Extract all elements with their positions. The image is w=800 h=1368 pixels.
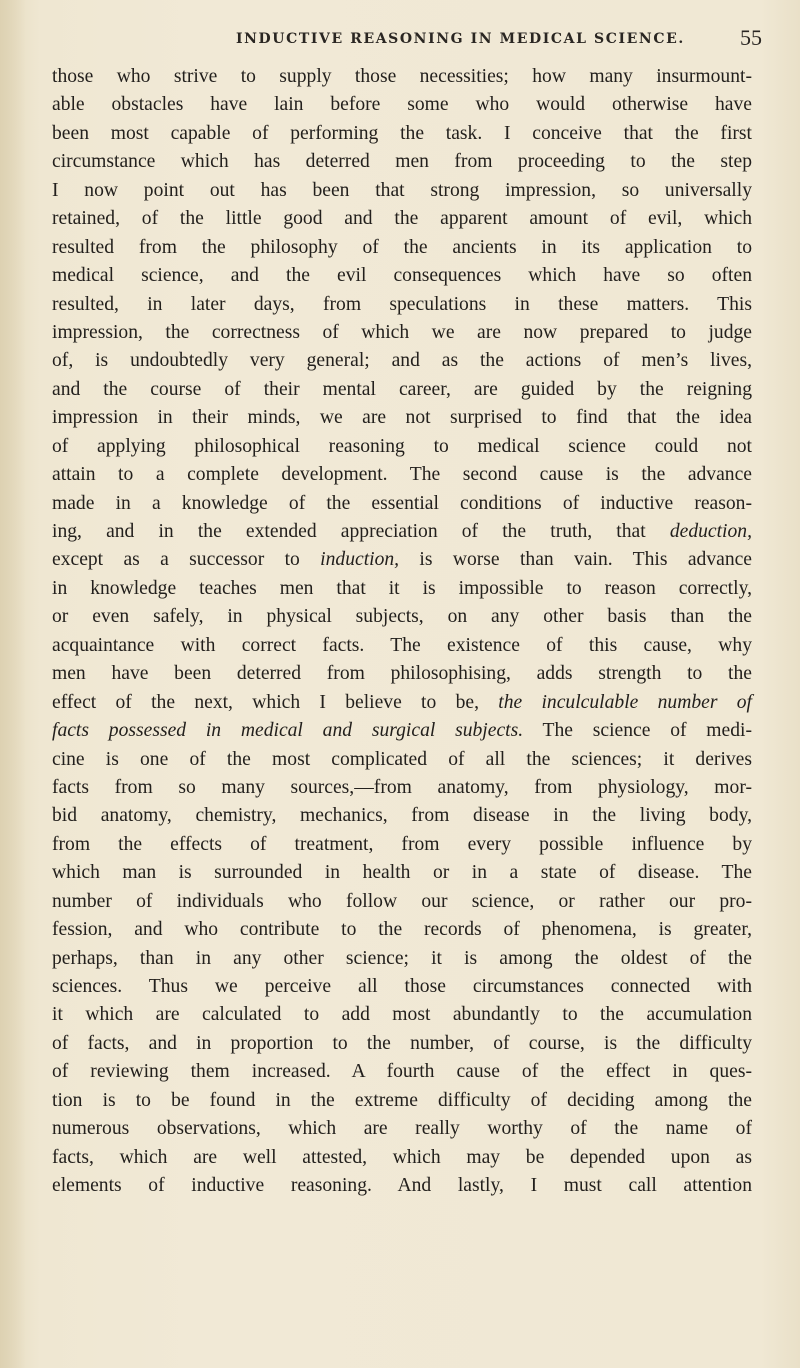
text-line xyxy=(52,1001,752,1029)
text-run: of applying philosophical reasoning to medical science could not xyxy=(52,435,752,457)
text-line xyxy=(52,262,752,290)
text-run: from the effects of treatment, from every possible influence by xyxy=(52,833,752,855)
text-line xyxy=(52,603,752,631)
text-line xyxy=(52,291,752,319)
text-line xyxy=(52,518,752,546)
text-line xyxy=(52,1172,752,1200)
running-head-title: INDUCTIVE REASONING IN MEDICAL SCIENCE. xyxy=(236,31,685,47)
running-head xyxy=(0,25,800,61)
text-run: men have been deterred from philosophising, adds strength to the xyxy=(52,663,752,685)
text-run: retained, of the little good and the apparent amount of evil, which xyxy=(52,208,752,230)
text-line xyxy=(52,120,752,148)
text-run: in knowledge teaches men that it is impossible to reason correctly, xyxy=(52,577,752,599)
text-line xyxy=(52,945,752,973)
text-line xyxy=(52,575,752,603)
text-line xyxy=(52,888,752,916)
text-line xyxy=(52,774,752,802)
page-number: 55 xyxy=(740,25,762,50)
text-run: numerous observations, which are really worthy of the name of xyxy=(52,1118,752,1140)
text-run: medical science, and the evil consequences which have so often xyxy=(52,265,752,287)
text-line xyxy=(52,376,752,404)
text-run: facts, which are well attested, which may be depended upon as xyxy=(52,1146,752,1168)
text-run: is worse than vain. This advance xyxy=(399,549,753,571)
text-run: made in a knowledge of the essential conditions of inductive reason- xyxy=(52,492,752,514)
text-run: elements of inductive reasoning. And lastly, I must call attention xyxy=(52,1175,752,1197)
text-line xyxy=(52,234,752,262)
text-line xyxy=(52,319,752,347)
italic-text: the inculculable number of xyxy=(498,691,752,713)
text-run: perhaps, than in any other science; it is among the oldest of the xyxy=(52,947,752,969)
text-run: it which are calculated to add most abundantly to the accumulation xyxy=(52,1004,752,1026)
text-run: or even safely, in physical subjects, on any other basis than the xyxy=(52,606,752,628)
text-run: tion is to be found in the extreme difficulty of deciding among the xyxy=(52,1089,752,1111)
text-run: and the course of their mental career, are guided by the reigning xyxy=(52,378,752,400)
text-line xyxy=(52,461,752,489)
text-line xyxy=(52,973,752,1001)
text-run: those who strive to supply those necessities; how many insurmount- xyxy=(52,66,752,87)
text-run: attain to a complete development. The second cause is the advance xyxy=(52,464,752,486)
text-run: which man is surrounded in health or in a state of disease. The xyxy=(52,862,752,884)
italic-text: deduction, xyxy=(669,521,752,542)
text-run: resulted, in later days, from speculations in these matters. This xyxy=(52,293,752,315)
text-run: The science of medi- xyxy=(523,720,752,742)
text-line xyxy=(52,632,752,660)
text-run: cine is one of the most complicated of all the sciences; it derives xyxy=(52,748,752,770)
text-run: facts from so many sources,—from anatomy, from physiology, mor- xyxy=(52,776,752,798)
text-run: of reviewing them increased. A fourth cause of the effect in ques- xyxy=(52,1061,752,1083)
text-run: been most capable of performing the task. I conceive that the first xyxy=(52,122,752,144)
text-line xyxy=(52,1058,752,1086)
body-text xyxy=(52,63,752,1201)
text-line xyxy=(52,404,752,432)
text-line xyxy=(52,63,752,91)
text-line xyxy=(52,347,752,375)
text-run: I now point out has been that strong impression, so universally xyxy=(52,179,752,201)
text-run: except as a successor to xyxy=(52,549,321,571)
text-line xyxy=(52,717,752,745)
italic-text: induction, xyxy=(320,549,400,571)
text-run: of facts, and in proportion to the number, of course, is the difficulty xyxy=(52,1032,752,1054)
text-line xyxy=(52,490,752,518)
text-run: acquaintance with correct facts. The existence of this cause, why xyxy=(52,634,752,656)
text-line xyxy=(52,831,752,859)
text-line xyxy=(52,433,752,461)
text-line xyxy=(52,916,752,944)
text-run: sciences. Thus we perceive all those circumstances connected with xyxy=(52,976,752,997)
text-line xyxy=(52,1030,752,1058)
text-line xyxy=(52,689,752,717)
text-run: ing, and in the extended appreciation of the truth, that xyxy=(52,521,670,542)
text-line xyxy=(52,660,752,688)
text-run: impression, the correctness of which we are now prepared to judge xyxy=(52,321,752,343)
text-run: resulted from the philosophy of the ancients in its application to xyxy=(52,236,752,258)
text-line xyxy=(52,1115,752,1143)
text-run: able obstacles have lain before some who would otherwise have xyxy=(52,94,752,116)
text-line xyxy=(52,148,752,176)
text-run: impression in their minds, we are not surprised to find that the idea xyxy=(52,407,752,429)
text-line xyxy=(52,746,752,774)
text-line xyxy=(52,802,752,830)
text-run: circumstance which has deterred men from proceeding to the step xyxy=(52,151,752,173)
text-line xyxy=(52,177,752,205)
text-line xyxy=(52,1087,752,1115)
text-line xyxy=(52,859,752,887)
text-line xyxy=(52,1144,752,1172)
text-line xyxy=(52,91,752,119)
text-run: of, is undoubtedly very general; and as the actions of men’s lives, xyxy=(52,350,752,372)
text-line xyxy=(52,205,752,233)
italic-text: facts possessed in medical and surgical subjects. xyxy=(52,720,524,742)
text-run: bid anatomy, chemistry, mechanics, from disease in the living body, xyxy=(52,805,752,827)
text-line xyxy=(52,546,752,574)
text-run: effect of the next, which I believe to be, xyxy=(52,691,499,713)
text-run: fession, and who contribute to the records of phenomena, is greater, xyxy=(52,919,752,941)
text-run: number of individuals who follow our science, or rather our pro- xyxy=(52,890,752,912)
